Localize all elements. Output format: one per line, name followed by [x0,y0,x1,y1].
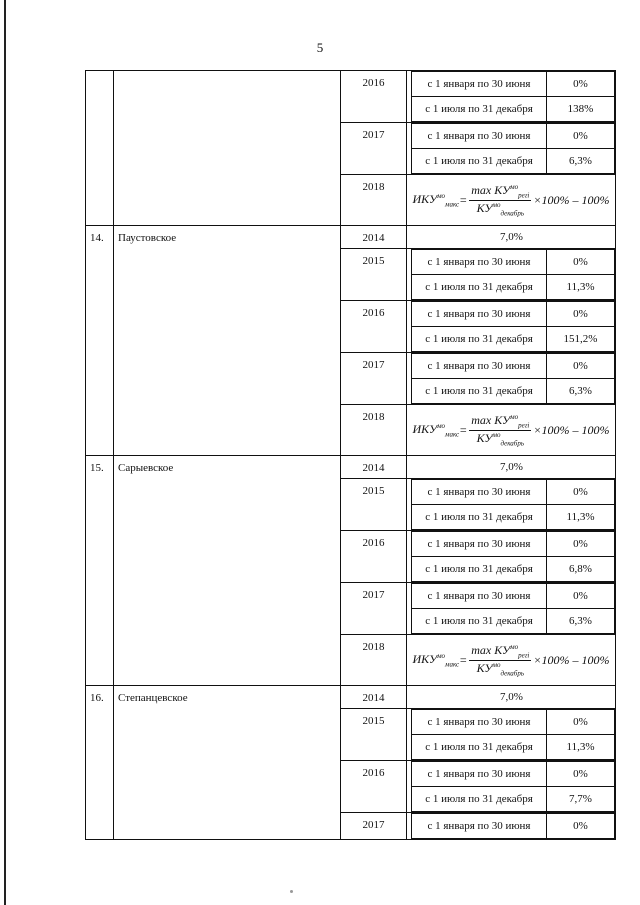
period-row [412,72,615,97]
annual-value: 7,0% [500,461,523,473]
year-label: 2014 [362,462,385,474]
annual-value: 7,0% [500,231,523,243]
formula-fraction [469,643,531,677]
year-cell [341,175,407,226]
formula-eq: = [459,192,468,207]
page-number: 5 [316,40,324,55]
year-cell [341,353,407,405]
formula-eq: = [459,422,468,437]
table-row [86,71,616,123]
year-label: 2018 [362,641,385,653]
period-value: 11,3% [547,505,615,530]
year-cell [341,686,407,709]
formula-lhs: $ИКУ^{мо}_{макс}$ [412,651,460,669]
period-label: с 1 июля по 31 декабря [412,609,547,634]
formula-lhs: $ИКУ^{мо}_{макс}$ [412,421,460,439]
period-value: 0% [547,532,615,557]
period-row [412,354,615,379]
period-value: 0% [547,814,615,839]
formula-fraction [469,413,531,447]
year-label: 2017 [362,129,385,141]
index-formula [407,405,615,455]
settlement-name: Сарыевское [114,456,341,686]
period-value: 0% [547,710,615,735]
year-label: 2017 [362,589,385,601]
period-table [411,353,615,404]
period-value: 138% [547,97,615,122]
period-value: 6,8% [547,557,615,582]
period-table [411,709,615,760]
year-label: 2015 [362,255,385,267]
period-row [412,532,615,557]
formula-lhs: $ИКУ^{мо}_{макс}$ [412,191,460,209]
year-label: 2016 [362,307,385,319]
settlement-name [114,71,341,226]
scan-left-edge [4,0,6,905]
period-label: с 1 июля по 31 декабря [412,787,547,812]
period-value: 0% [547,480,615,505]
period-value: 151,2% [547,327,615,352]
period-row [412,735,615,760]
period-value: 6,3% [547,609,615,634]
period-table [411,531,615,582]
period-label: с 1 июля по 31 декабря [412,557,547,582]
year-label: 2016 [362,77,385,89]
year-cell [341,226,407,249]
value-cell [407,71,616,123]
period-label: с 1 января по 30 июня [412,250,547,275]
period-label: с 1 января по 30 июня [412,354,547,379]
settlement-name: Паустовское [114,226,341,456]
period-value: 6,3% [547,379,615,404]
row-number: 14. [86,226,114,456]
year-cell [341,456,407,479]
value-cell [407,301,616,353]
row-number: 16. [86,686,114,840]
year-label: 2014 [362,232,385,244]
year-cell [341,635,407,686]
formula-numerator: $\max КУ^{мо}_{регi}$ [471,643,530,660]
year-label: 2017 [362,359,385,371]
year-cell [341,123,407,175]
year-label: 2015 [362,485,385,497]
period-row [412,762,615,787]
period-label: с 1 января по 30 июня [412,302,547,327]
period-value: 0% [547,354,615,379]
period-row [412,379,615,404]
period-row [412,787,615,812]
period-value: 6,3% [547,149,615,174]
value-cell [407,635,616,686]
year-label: 2018 [362,411,385,423]
value-cell [407,249,616,301]
period-label: с 1 января по 30 июня [412,532,547,557]
formula-denominator: $КУ^{мо}_{декабрь}$ [476,200,525,217]
period-value: 0% [547,250,615,275]
period-value: 0% [547,124,615,149]
period-label: с 1 июля по 31 декабря [412,505,547,530]
period-value: 11,3% [547,735,615,760]
scan-dot [290,890,293,893]
period-value: 0% [547,302,615,327]
tariff-table-body [86,71,616,840]
year-label: 2017 [362,819,385,831]
period-value: 11,3% [547,275,615,300]
year-cell [341,301,407,353]
year-cell [341,813,407,840]
year-cell [341,583,407,635]
year-cell [341,479,407,531]
period-label: с 1 января по 30 июня [412,814,547,839]
formula-rest: ×100% – 100% [533,652,610,667]
period-table [411,123,615,174]
period-label: с 1 января по 30 июня [412,710,547,735]
formula-rest: ×100% – 100% [533,422,610,437]
formula-numerator: $\max КУ^{мо}_{регi}$ [471,183,530,200]
period-row [412,480,615,505]
formula-fraction [469,183,531,217]
period-row [412,124,615,149]
period-value: 7,7% [547,787,615,812]
index-formula [407,635,615,685]
period-value: 0% [547,762,615,787]
period-table [411,249,615,300]
year-cell [341,405,407,456]
value-cell [407,686,616,709]
table-row [86,456,616,479]
value-cell [407,709,616,761]
index-formula [407,175,615,225]
year-cell [341,709,407,761]
period-label: с 1 июля по 31 декабря [412,275,547,300]
year-cell [341,249,407,301]
value-cell [407,583,616,635]
period-row [412,710,615,735]
period-label: с 1 июля по 31 декабря [412,149,547,174]
row-number: 15. [86,456,114,686]
formula-denominator: $КУ^{мо}_{декабрь}$ [476,660,525,677]
year-cell [341,531,407,583]
period-table [411,71,615,122]
year-label: 2015 [362,715,385,727]
period-row [412,250,615,275]
period-row [412,557,615,582]
value-cell [407,175,616,226]
period-row [412,302,615,327]
value-cell [407,531,616,583]
year-label: 2018 [362,181,385,193]
settlement-name: Степанцевское [114,686,341,840]
period-row [412,327,615,352]
period-value: 0% [547,72,615,97]
formula-eq: = [459,652,468,667]
period-label: с 1 января по 30 июня [412,762,547,787]
value-cell [407,479,616,531]
period-row [412,609,615,634]
period-label: с 1 января по 30 июня [412,124,547,149]
period-label: с 1 июля по 31 декабря [412,379,547,404]
table-row [86,226,616,249]
period-label: с 1 января по 30 июня [412,480,547,505]
period-row [412,814,615,839]
value-cell [407,456,616,479]
value-cell [407,405,616,456]
period-table [411,479,615,530]
period-label: с 1 января по 30 июня [412,584,547,609]
value-cell [407,353,616,405]
period-table [411,583,615,634]
row-number [86,71,114,226]
year-label: 2016 [362,537,385,549]
year-label: 2014 [362,692,385,704]
period-row [412,584,615,609]
value-cell [407,123,616,175]
period-value: 0% [547,584,615,609]
period-label: с 1 января по 30 июня [412,72,547,97]
tariff-table [85,70,616,840]
period-label: с 1 июля по 31 декабря [412,327,547,352]
year-cell [341,761,407,813]
period-row [412,505,615,530]
formula-numerator: $\max КУ^{мо}_{регi}$ [471,413,530,430]
table-row [86,686,616,709]
value-cell [407,761,616,813]
year-cell [341,71,407,123]
period-table [411,301,615,352]
annual-value: 7,0% [500,691,523,703]
period-row [412,97,615,122]
value-cell [407,813,616,840]
value-cell [407,226,616,249]
period-row [412,149,615,174]
period-row [412,275,615,300]
year-label: 2016 [362,767,385,779]
period-label: с 1 июля по 31 декабря [412,735,547,760]
formula-rest: ×100% – 100% [533,192,610,207]
period-table [411,813,615,839]
formula-denominator: $КУ^{мо}_{декабрь}$ [476,430,525,447]
period-table [411,761,615,812]
period-label: с 1 июля по 31 декабря [412,97,547,122]
